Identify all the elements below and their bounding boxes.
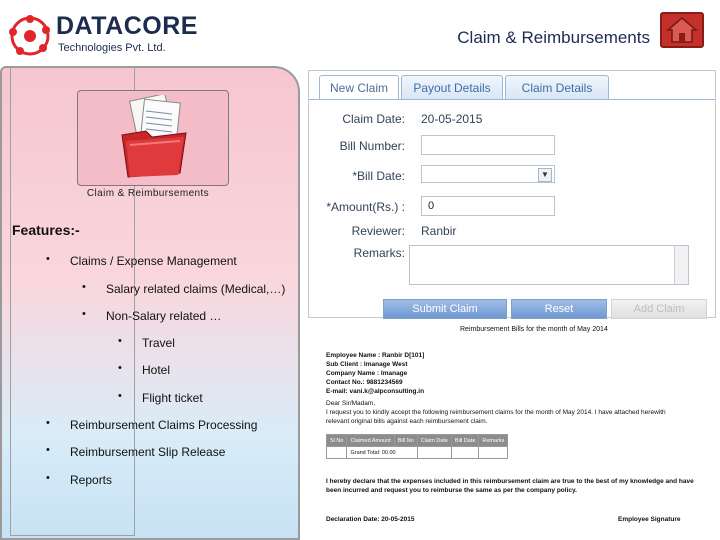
table-header-row bbox=[327, 435, 508, 447]
tab-payout-details[interactable]: Payout Details bbox=[401, 75, 503, 99]
tab-claim-details[interactable]: Claim Details bbox=[505, 75, 609, 99]
request-text: relevant original bills against each reimbursement claim. bbox=[326, 418, 488, 425]
feature-label: Salary related claims (Medical,…) bbox=[106, 282, 286, 296]
bullet-icon: • bbox=[118, 362, 122, 374]
sub-client: Sub Client : Imanage West bbox=[326, 361, 408, 368]
claim-date-label: Claim Date: bbox=[342, 112, 405, 126]
datacore-logo-icon bbox=[8, 14, 52, 58]
bill-date-label: *Bill Date: bbox=[352, 169, 405, 183]
bill-date-select[interactable] bbox=[421, 165, 555, 183]
bullet-icon: • bbox=[82, 281, 86, 293]
declaration-text: I hereby declare that the expenses included in this reimbursement claim are true to the best of my knowledge and have bbox=[326, 478, 694, 485]
feature-label: Hotel bbox=[142, 363, 171, 377]
company-name-line: Company Name : Imanage bbox=[326, 370, 408, 377]
tab-new-claim[interactable]: New Claim bbox=[319, 75, 399, 99]
column-header: Bill Date bbox=[451, 435, 478, 447]
feature-label: Reimbursement Claims Processing bbox=[70, 418, 258, 432]
column-header: Remarks bbox=[479, 435, 508, 447]
contact-number: Contact No.: 9881234569 bbox=[326, 379, 403, 386]
greeting: Dear Sir/Madam, bbox=[326, 400, 376, 407]
divider bbox=[10, 535, 134, 536]
bill-number-input[interactable] bbox=[421, 135, 555, 155]
home-icon bbox=[662, 14, 702, 46]
bullet-icon: • bbox=[118, 390, 122, 402]
remarks-label: Remarks: bbox=[353, 246, 405, 260]
table-row bbox=[327, 447, 508, 459]
claims-table bbox=[326, 434, 508, 459]
remarks-textarea[interactable] bbox=[409, 245, 689, 285]
employee-signature: Employee Signature bbox=[618, 516, 681, 523]
declaration-text: been incurred and request you to reimburse the same as per the company policy. bbox=[326, 487, 577, 494]
bullet-icon: • bbox=[46, 253, 50, 265]
page-title: Claim & Reimbursements bbox=[457, 28, 650, 47]
company-subtitle: Technologies Pvt. Ltd. bbox=[58, 42, 166, 54]
module-caption: Claim & Reimbursements bbox=[86, 188, 210, 199]
reviewer-value: Ranbir bbox=[421, 224, 457, 238]
folder-documents-icon bbox=[116, 95, 194, 179]
submit-claim-button[interactable]: Submit Claim bbox=[383, 299, 507, 319]
company-name: DATACORE bbox=[56, 12, 198, 40]
bill-number-label: Bill Number: bbox=[339, 139, 405, 153]
column-header: Claim Date bbox=[417, 435, 451, 447]
divider bbox=[10, 66, 11, 536]
claim-date-value: 20-05-2015 bbox=[421, 112, 483, 126]
feature-label: Reimbursement Slip Release bbox=[70, 445, 226, 459]
divider bbox=[10, 66, 134, 67]
feature-label: Claims / Expense Management bbox=[70, 254, 237, 268]
feature-label: Non-Salary related … bbox=[106, 309, 222, 323]
add-claim-button[interactable]: Add Claim bbox=[611, 299, 707, 319]
scrollbar[interactable] bbox=[674, 246, 688, 284]
slip-title: Reimbursement Bills for the month of May 2014 bbox=[460, 326, 608, 333]
company-logo bbox=[6, 8, 198, 60]
feature-label: Travel bbox=[142, 336, 175, 350]
request-text: I request you to kindly accept the following reimbursement claims for the month of May 2014. I have attached herewith bbox=[326, 409, 666, 416]
reset-button[interactable]: Reset bbox=[511, 299, 607, 319]
claim-form bbox=[308, 70, 716, 318]
email: E-mail: vani.k@alpconsulting.in bbox=[326, 388, 425, 395]
bullet-icon: • bbox=[82, 308, 86, 320]
reviewer-label: Reviewer: bbox=[351, 224, 405, 238]
module-tile[interactable] bbox=[77, 90, 229, 186]
bullet-icon: • bbox=[46, 417, 50, 429]
bullet-icon: • bbox=[118, 335, 122, 347]
reimbursement-slip bbox=[318, 322, 716, 540]
feature-label: Reports bbox=[70, 473, 113, 487]
feature-label: Flight ticket bbox=[142, 391, 203, 405]
declaration-date: Declaration Date: 20-05-2015 bbox=[326, 516, 415, 523]
column-header: Sl No bbox=[327, 435, 347, 447]
grand-total: Grand Total: 00.00 bbox=[347, 447, 417, 459]
employee-name: Employee Name : Ranbir D[101] bbox=[326, 352, 425, 359]
chevron-down-icon[interactable]: ▼ bbox=[538, 168, 552, 182]
tab-divider bbox=[309, 99, 715, 100]
features-heading: Features:- bbox=[12, 222, 80, 238]
home-button[interactable] bbox=[660, 12, 704, 48]
bullet-icon: • bbox=[46, 472, 50, 484]
amount-input[interactable]: 0 bbox=[421, 196, 555, 216]
column-header: Claimed Amount bbox=[347, 435, 394, 447]
amount-label: *Amount(Rs.) : bbox=[326, 200, 405, 214]
column-header: Bill No bbox=[394, 435, 417, 447]
bullet-icon: • bbox=[46, 444, 50, 456]
